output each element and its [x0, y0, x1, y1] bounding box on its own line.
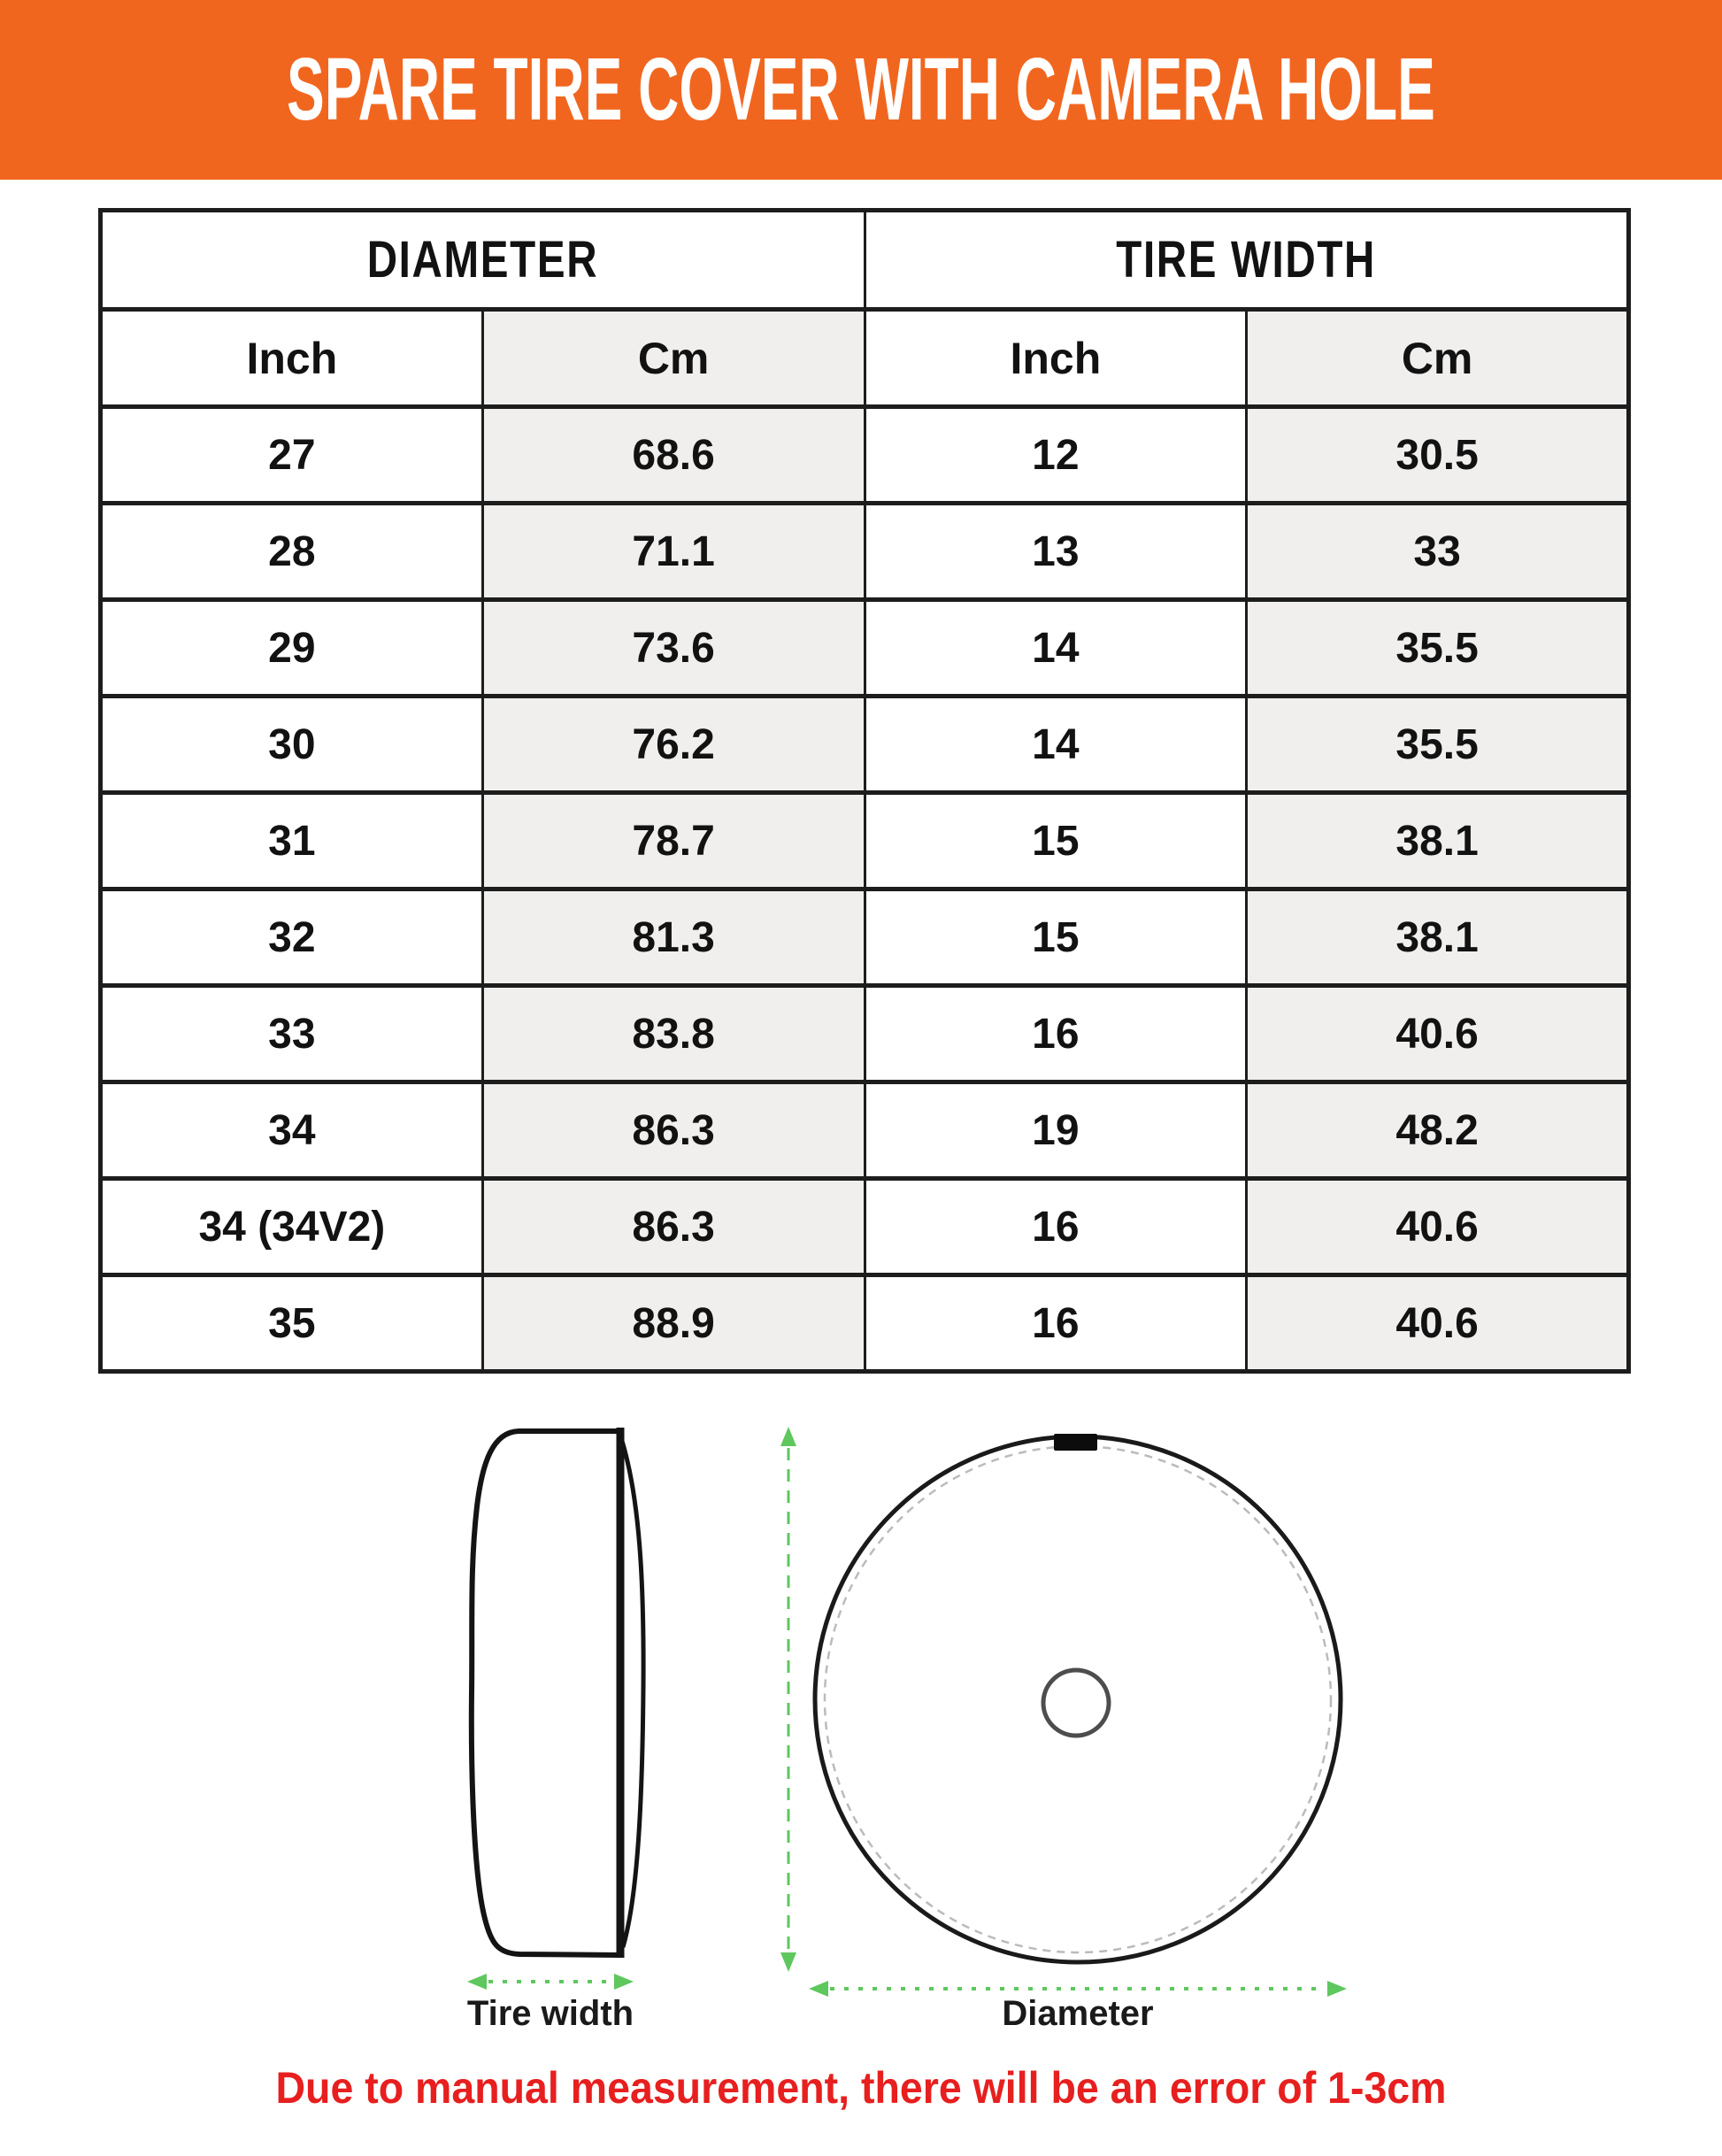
cell-diameter-cm: 86.3: [482, 1179, 865, 1275]
measurement-error-note: Due to manual measurement, there will be an error of 1-3cm: [275, 2063, 1447, 2113]
cell-width-inch: 15: [865, 889, 1247, 986]
cell-width-cm: 48.2: [1247, 1082, 1629, 1179]
table-row: [101, 1179, 1629, 1275]
column-group-tire-width-label: TIRE WIDTH: [1116, 231, 1377, 289]
cell-diameter-inch: 35: [101, 1275, 483, 1372]
cell-width-cm: 35.5: [1247, 600, 1629, 697]
cell-diameter-inch: 28: [101, 504, 483, 600]
cell-diameter-cm: 86.3: [482, 1082, 865, 1179]
arrow-down-icon: [780, 1952, 796, 1972]
arrow-right-icon: [614, 1974, 634, 1990]
cell-width-cm: 40.6: [1247, 1179, 1629, 1275]
camera-hole-marker: [1054, 1434, 1097, 1451]
table-row: [101, 407, 1629, 504]
subheader-diameter-cm: Cm: [482, 310, 865, 407]
table-row: [101, 889, 1629, 986]
cell-width-cm: 38.1: [1247, 793, 1629, 889]
cell-diameter-cm: 81.3: [482, 889, 865, 986]
cell-width-inch: 16: [865, 1275, 1247, 1372]
cell-width-cm: 40.6: [1247, 1275, 1629, 1372]
cell-diameter-cm: 76.2: [482, 697, 865, 793]
column-group-diameter-label: DIAMETER: [366, 231, 599, 289]
cell-diameter-cm: 71.1: [482, 504, 865, 600]
subheader-width-inch: Inch: [865, 310, 1247, 407]
cell-diameter-inch: 33: [101, 986, 483, 1082]
cell-diameter-inch: 34 (34V2): [101, 1179, 483, 1275]
subheader-width-cm: Cm: [1247, 310, 1629, 407]
cell-diameter-cm: 68.6: [482, 407, 865, 504]
measurement-diagram: [0, 1398, 1722, 2044]
cell-width-inch: 19: [865, 1082, 1247, 1179]
cell-width-inch: 16: [865, 1179, 1247, 1275]
cell-diameter-inch: 32: [101, 889, 483, 986]
arrow-up-icon: [780, 1427, 796, 1446]
tire-width-label: Tire width: [466, 1994, 634, 2033]
cell-width-inch: 14: [865, 697, 1247, 793]
tire-side-view-edge-curve: [621, 1438, 643, 1947]
tire-side-view-outline: [472, 1431, 619, 1955]
arrow-right-icon: [1327, 1981, 1347, 1997]
table-row: [101, 600, 1629, 697]
arrow-left-icon: [467, 1974, 487, 1990]
column-group-tire-width: [865, 211, 1629, 310]
banner: [0, 0, 1722, 180]
cell-diameter-cm: 73.6: [482, 600, 865, 697]
cell-diameter-inch: 30: [101, 697, 483, 793]
page-title: SPARE TIRE COVER WITH CAMERA HOLE: [287, 40, 1435, 139]
cell-diameter-inch: 31: [101, 793, 483, 889]
column-group-diameter: [101, 211, 865, 310]
cell-diameter-cm: 78.7: [482, 793, 865, 889]
cell-diameter-cm: 83.8: [482, 986, 865, 1082]
table-subheader-row: [101, 310, 1629, 407]
table-row: [101, 1082, 1629, 1179]
cell-width-cm: 40.6: [1247, 986, 1629, 1082]
table-row: [101, 793, 1629, 889]
table-row: [101, 1275, 1629, 1372]
table-row: [101, 986, 1629, 1082]
diameter-label: Diameter: [1002, 1994, 1154, 2033]
size-chart-table: [98, 208, 1631, 1374]
cell-diameter-inch: 29: [101, 600, 483, 697]
cell-width-inch: 13: [865, 504, 1247, 600]
hub-hole-circle: [1043, 1670, 1109, 1736]
cell-width-inch: 15: [865, 793, 1247, 889]
cell-width-inch: 16: [865, 986, 1247, 1082]
table-row: [101, 504, 1629, 600]
table-row: [101, 697, 1629, 793]
cell-width-cm: 33: [1247, 504, 1629, 600]
cell-width-inch: 14: [865, 600, 1247, 697]
cell-width-cm: 38.1: [1247, 889, 1629, 986]
cell-diameter-inch: 34: [101, 1082, 483, 1179]
arrow-left-icon: [809, 1981, 828, 1997]
table-group-header-row: [101, 211, 1629, 310]
cell-width-cm: 30.5: [1247, 407, 1629, 504]
cell-width-inch: 12: [865, 407, 1247, 504]
cell-diameter-cm: 88.9: [482, 1275, 865, 1372]
cell-width-cm: 35.5: [1247, 697, 1629, 793]
cell-diameter-inch: 27: [101, 407, 483, 504]
subheader-diameter-inch: Inch: [101, 310, 483, 407]
